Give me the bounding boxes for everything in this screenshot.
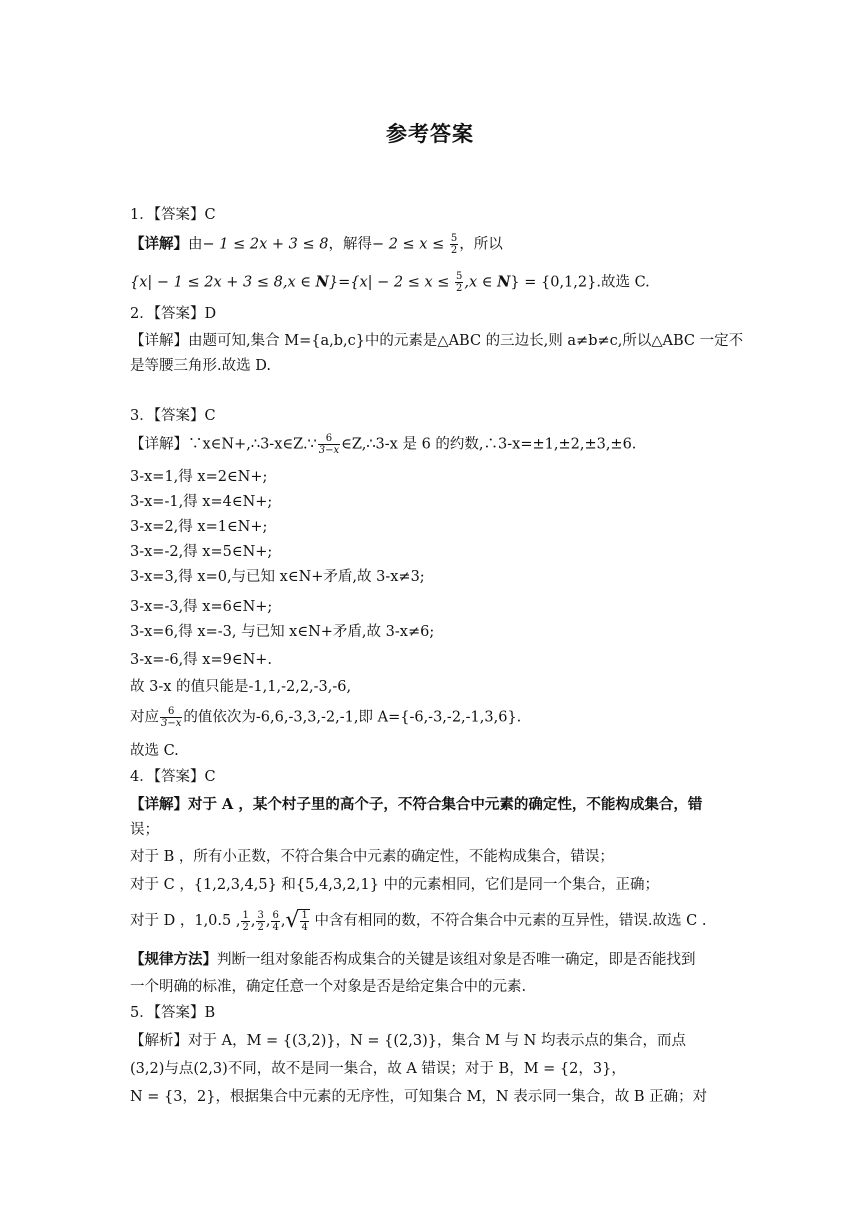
fraction: $\frac{1}{2}$: [242, 909, 249, 933]
q4-detail-line5: 对于 D ，1,0.5 , $\frac{1}{2}$ , $\frac{3}{2}$ , $\frac{6}{4}$ ,√ $\frac{1}{4}$ 中含有相同的数，不符合集合中元素的互异性，错误.故选 C .: [130, 908, 707, 933]
q3-answer: 3．【答案】C: [130, 408, 216, 424]
q3-summary: 故 3-x 的值只能是-1,1,-2,2,-3,-6,: [130, 679, 352, 695]
q5-detail-line3: N = {3，2}，根据集合中元素的无序性，可知集合 M，N 表示同一集合，故 B 正确；对: [130, 1089, 708, 1105]
page-title: 参考答案: [386, 122, 474, 146]
q2-detail-line2: 是等腰三角形.故选 D.: [130, 358, 271, 374]
q3-case: 3-x=-3,得 x=6∈N+;: [130, 599, 273, 615]
q1-answer: 1．【答案】C: [130, 207, 216, 223]
q3-conclusion: 故选 C.: [130, 743, 179, 759]
q3-detail: 【详解】∵x∈N+,∴3-x∈Z.∵ $\frac{6}{3-x}$ ∈Z,∴3-x 是 6 的约数,∴3-x=±1,±2,±3,±6.: [130, 433, 637, 456]
q4-detail-line1: 【详解】对于 A ，某个村子里的高个子，不符合集合中元素的确定性，不能构成集合，错: [130, 796, 703, 813]
sqrt-symbol: √ $\frac{1}{4}$: [285, 908, 308, 933]
fraction: $\frac{6}{3-x}$: [161, 706, 182, 729]
detail-label: 【详解】: [130, 235, 188, 253]
q4-detail-line2: 误；: [130, 822, 159, 838]
fraction: $\frac{5}{2}$: [456, 271, 463, 294]
fraction: $\frac{6}{3-x}$: [318, 433, 340, 456]
q2-detail-line1: 【详解】由题可知,集合 M={a,b,c}中的元素是△ABC 的三边长,则 a≠b≠c,所以△ABC 一定不: [130, 333, 744, 349]
q3-case: 3-x=6,得 x=-3, 与已知 x∈N+矛盾,故 3-x≠6;: [130, 624, 435, 640]
q3-case: 3-x=-2,得 x=5∈N+;: [130, 544, 273, 560]
fraction: $\frac{3}{2}$: [257, 909, 264, 933]
q5-detail-line1: 【解析】对于 A，M = {(3,2)}，N = {(2,3)}，集合 M 与 N 均表示点的集合，而点: [130, 1033, 686, 1049]
q1-detail: 【详解】由− 1 ≤ 2x + 3 ≤ 8，解得− 2 ≤ x ≤ $\frac{5}{2}$ ，所以: [130, 233, 503, 256]
q3-case: 3-x=2,得 x=1∈N+;: [130, 519, 268, 535]
q4-rule-line2: 一个明确的标准，确定任意一个对象是否是给定集合中的元素.: [130, 979, 527, 995]
fraction: $\frac{6}{4}$: [272, 909, 279, 933]
q1-set-equation: {x| − 1 ≤ 2x + 3 ≤ 8,x ∈ N}={x| − 2 ≤ x ≤ $\frac{5}{2}$ ,x ∈ N} = {0,1,2}.故选 C.: [130, 271, 650, 294]
q4-rule-line1: 【规律方法】判断一组对象能否构成集合的关键是该组对象是否唯一确定，即是否能找到: [130, 951, 696, 968]
q3-summary-values: 对应 $\frac{6}{3-x}$ 的值依次为-6,6,-3,3,-2,-1,即 A={-6,-3,-2,-1,3,6}.: [130, 706, 522, 729]
q2-answer: 2．【答案】D: [130, 306, 217, 322]
q4-answer: 4．【答案】C: [130, 769, 216, 785]
q5-answer: 5．【答案】B: [130, 1005, 216, 1021]
q3-case: 3-x=1,得 x=2∈N+;: [130, 469, 268, 485]
q3-case: 3-x=-1,得 x=4∈N+;: [130, 494, 273, 510]
q4-detail-line4: 对于 C ，{1,2,3,4,5} 和{5,4,3,2,1} 中的元素相同，它们是同一个集合，正确；: [130, 877, 660, 893]
q5-detail-line2: (3,2)与点(2,3)不同，故不是同一集合，故 A 错误；对于 B，M = {2，3}，: [130, 1061, 626, 1077]
q3-case: 3-x=3,得 x=0,与已知 x∈N+矛盾,故 3-x≠3;: [130, 569, 425, 585]
rule-label: 【规律方法】: [130, 951, 217, 968]
q4-detail-line3: 对于 B ，所有小正数，不符合集合中元素的确定性，不能构成集合，错误；: [130, 849, 614, 865]
fraction: $\frac{5}{2}$: [450, 233, 458, 256]
q3-case: 3-x=-6,得 x=9∈N+.: [130, 652, 273, 668]
